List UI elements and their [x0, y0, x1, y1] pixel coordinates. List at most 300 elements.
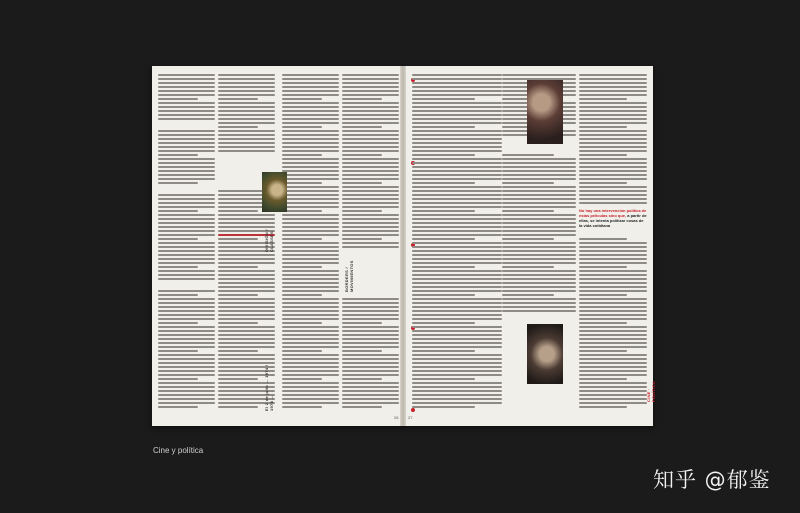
text-line [502, 282, 576, 284]
text-line [282, 246, 339, 248]
text-line [579, 270, 647, 272]
text-line [158, 106, 215, 108]
text-line [218, 118, 275, 120]
text-line [282, 234, 339, 236]
text-line [579, 78, 647, 80]
text-line [342, 230, 399, 232]
text-line [342, 202, 399, 204]
text-line [158, 358, 215, 360]
text-line [579, 358, 647, 360]
text-line [158, 162, 215, 164]
text-line [218, 130, 275, 132]
text-line [282, 326, 339, 328]
text-line [218, 258, 275, 260]
text-line [342, 146, 399, 148]
text-line [218, 350, 258, 352]
text-line [342, 118, 399, 120]
text-line [342, 330, 399, 332]
text-line [412, 310, 502, 312]
text-line [158, 398, 215, 400]
text-line [502, 74, 576, 76]
text-line [412, 198, 502, 200]
text-line [158, 390, 215, 392]
text-line [282, 206, 339, 208]
text-line [342, 302, 399, 304]
page-number-right: 27 [408, 415, 413, 420]
text-line [282, 238, 322, 240]
text-line [412, 338, 502, 340]
text-line [158, 246, 215, 248]
text-line [342, 142, 399, 144]
text-line [218, 298, 275, 300]
text-line [412, 214, 502, 216]
text-line [282, 390, 339, 392]
text-line [579, 178, 647, 180]
text-line [282, 214, 339, 216]
text-line [282, 402, 339, 404]
text-line [218, 102, 275, 104]
text-line [282, 282, 339, 284]
text-line [502, 398, 576, 400]
text-line [412, 254, 502, 256]
text-line [412, 74, 502, 76]
text-line [158, 346, 215, 348]
text-line [502, 254, 576, 256]
text-line [282, 230, 339, 232]
text-line [579, 190, 647, 192]
text-line [342, 150, 399, 152]
text-line [158, 94, 215, 96]
text-line [342, 130, 399, 132]
text-line [282, 254, 339, 256]
text-line [158, 230, 215, 232]
text-line [342, 218, 399, 220]
text-line [502, 206, 576, 208]
text-line [579, 114, 647, 116]
text-line [158, 118, 215, 120]
text-line [282, 370, 339, 372]
text-line [502, 262, 576, 264]
text-line [158, 194, 215, 196]
text-line [579, 102, 647, 104]
text-line [218, 342, 275, 344]
text-line [412, 302, 502, 304]
text-line [342, 310, 399, 312]
text-line [412, 206, 502, 208]
text-line [282, 194, 339, 196]
text-line [158, 86, 215, 88]
text-line [218, 358, 275, 360]
text-line [218, 90, 275, 92]
text-line [412, 230, 502, 232]
text-line [282, 122, 339, 124]
text-line [218, 334, 275, 336]
text-line [158, 382, 215, 384]
text-line [412, 150, 502, 152]
book-spread [152, 66, 656, 426]
text-line [502, 194, 576, 196]
text-line [412, 222, 502, 224]
text-line [282, 178, 339, 180]
text-line [158, 266, 198, 268]
text-line [412, 294, 475, 296]
text-line [342, 318, 399, 320]
text-line [412, 402, 502, 404]
text-line [282, 350, 322, 352]
text-line [158, 154, 198, 156]
text-line [218, 278, 275, 280]
text-line [502, 390, 576, 392]
text-line [579, 242, 647, 244]
text-line [412, 102, 502, 104]
text-line [158, 326, 215, 328]
text-line [282, 398, 339, 400]
text-line [282, 314, 339, 316]
text-line [218, 146, 275, 148]
text-line [342, 126, 382, 128]
text-line [158, 198, 215, 200]
text-line [502, 314, 576, 316]
text-line [579, 106, 647, 108]
text-line [342, 250, 399, 252]
text-line [158, 262, 215, 264]
text-line [579, 282, 647, 284]
text-line [579, 326, 647, 328]
text-line [502, 178, 576, 180]
text-line [502, 394, 576, 396]
text-line [579, 386, 647, 388]
text-line [158, 82, 215, 84]
text-line [282, 94, 339, 96]
text-line [579, 314, 647, 316]
text-line [412, 86, 502, 88]
text-line [282, 210, 322, 212]
text-line [502, 226, 576, 228]
left-page-column-1 [158, 74, 215, 410]
text-line [502, 166, 576, 168]
text-line [342, 334, 399, 336]
text-line [218, 210, 258, 212]
text-line [282, 262, 339, 264]
text-line [502, 182, 554, 184]
text-line [502, 218, 576, 220]
text-line [579, 154, 627, 156]
text-line [342, 198, 399, 200]
text-line [158, 378, 198, 380]
text-line [502, 290, 576, 292]
text-line [218, 78, 275, 80]
text-line [218, 354, 275, 356]
text-line [412, 138, 502, 140]
text-line [282, 266, 322, 268]
text-line [502, 302, 576, 304]
text-line [412, 106, 502, 108]
text-line [218, 274, 275, 276]
text-line [502, 174, 576, 176]
text-line [342, 402, 399, 404]
text-line [218, 126, 258, 128]
text-line [158, 222, 215, 224]
text-line [158, 306, 215, 308]
text-line [412, 318, 502, 320]
text-line [342, 90, 399, 92]
text-line [579, 334, 647, 336]
text-line [282, 166, 339, 168]
text-line [412, 110, 502, 112]
text-line [158, 234, 215, 236]
watermark: 知乎 @郁鉴 [653, 468, 771, 492]
text-line [342, 370, 399, 372]
text-line [218, 98, 258, 100]
text-line [342, 362, 399, 364]
text-line [579, 286, 647, 288]
text-line [342, 314, 399, 316]
text-line [158, 354, 215, 356]
text-line [218, 114, 275, 116]
left-page-column-4 [342, 74, 399, 410]
pull-quote [579, 208, 647, 228]
text-line [282, 242, 339, 244]
text-line [342, 326, 399, 328]
text-line [579, 258, 647, 260]
text-line [412, 242, 502, 244]
film-still-photo-top [527, 80, 563, 144]
text-line [342, 214, 399, 216]
text-line [412, 342, 502, 344]
text-line [412, 194, 502, 196]
text-line [342, 78, 399, 80]
text-line [412, 174, 502, 176]
text-line [579, 298, 647, 300]
text-line [412, 82, 502, 84]
text-line [158, 362, 215, 364]
film-still-photo-bottom [527, 324, 563, 384]
text-line [502, 154, 554, 156]
text-line [412, 290, 502, 292]
text-line [579, 322, 627, 324]
text-line [342, 242, 399, 244]
text-line [282, 322, 322, 324]
text-line [282, 162, 339, 164]
text-line [579, 294, 627, 296]
text-line [282, 126, 322, 128]
text-line [502, 298, 576, 300]
text-line [579, 354, 647, 356]
pull-quote-black: a partir de ellas, se intenta politizar cosas de la vida cotidiana [579, 213, 647, 228]
text-line [579, 406, 627, 408]
text-line [579, 306, 647, 308]
text-line [158, 74, 215, 76]
text-line [342, 122, 399, 124]
text-line [342, 386, 399, 388]
text-line [158, 146, 215, 148]
text-line [282, 146, 339, 148]
text-line [158, 406, 198, 408]
text-line [579, 82, 647, 84]
text-line [158, 126, 198, 128]
text-line [502, 150, 576, 152]
text-line [282, 306, 339, 308]
text-line [158, 254, 215, 256]
text-line [342, 186, 399, 188]
text-line [579, 398, 647, 400]
text-line [218, 154, 258, 156]
text-line [412, 258, 502, 260]
text-line [282, 294, 322, 296]
text-line [218, 306, 275, 308]
text-line [412, 374, 502, 376]
text-line [412, 170, 502, 172]
text-line [579, 366, 647, 368]
text-line [412, 178, 502, 180]
text-line [502, 270, 576, 272]
text-line [158, 122, 215, 124]
text-line [158, 314, 215, 316]
text-line [412, 94, 502, 96]
text-line [502, 274, 576, 276]
text-line [579, 318, 647, 320]
text-line [158, 242, 215, 244]
text-line [218, 162, 275, 164]
text-line [342, 390, 399, 392]
text-line [218, 262, 275, 264]
text-line [579, 278, 647, 280]
text-line [502, 246, 576, 248]
text-line [342, 294, 382, 296]
text-line [412, 366, 502, 368]
text-line [412, 306, 502, 308]
text-line [579, 290, 647, 292]
text-line [158, 102, 215, 104]
text-line [412, 322, 475, 324]
text-line [579, 142, 647, 144]
text-line [158, 286, 215, 288]
text-line [342, 346, 399, 348]
text-line [282, 378, 322, 380]
text-line [412, 126, 475, 128]
text-line [342, 74, 399, 76]
text-line [579, 254, 647, 256]
image-caption: Cine y política [153, 446, 204, 455]
text-line [412, 166, 502, 168]
text-line [412, 334, 502, 336]
film-still-photo [262, 172, 287, 212]
text-line [579, 202, 647, 204]
text-line [342, 298, 399, 300]
text-line [282, 270, 339, 272]
text-line [502, 266, 554, 268]
text-line [342, 206, 399, 208]
text-line [502, 158, 576, 160]
text-line [218, 314, 275, 316]
text-line [342, 406, 382, 408]
text-line [502, 402, 576, 404]
text-line [342, 194, 399, 196]
text-line [412, 118, 502, 120]
text-line [342, 342, 399, 344]
text-line [282, 302, 339, 304]
text-line [342, 182, 382, 184]
text-line [579, 362, 647, 364]
text-line [579, 146, 647, 148]
text-line [282, 394, 339, 396]
text-line [579, 162, 647, 164]
text-line [342, 234, 399, 236]
text-line [282, 278, 339, 280]
text-line [342, 190, 399, 192]
text-line [158, 310, 215, 312]
text-line [342, 350, 382, 352]
text-line [282, 78, 339, 80]
text-line [412, 78, 502, 80]
text-line [502, 230, 576, 232]
text-line [412, 282, 502, 284]
text-line [158, 174, 215, 176]
text-line [502, 190, 576, 192]
text-line [158, 330, 215, 332]
text-line [282, 258, 339, 260]
text-line [342, 226, 399, 228]
text-line [412, 142, 502, 144]
text-line [158, 130, 215, 132]
text-line [218, 322, 258, 324]
text-line [579, 378, 627, 380]
text-line [158, 158, 215, 160]
text-line [218, 150, 275, 152]
text-line [502, 146, 576, 148]
text-line [158, 178, 215, 180]
text-line [282, 150, 339, 152]
text-line [342, 238, 382, 240]
text-line [579, 90, 647, 92]
text-line [412, 406, 475, 408]
text-line [282, 174, 339, 176]
text-line [502, 250, 576, 252]
text-line [502, 406, 554, 408]
text-line [282, 118, 339, 120]
section-label-divisions: DIVISIÓN / CLASSES [264, 229, 274, 252]
text-line [218, 302, 275, 304]
text-line [158, 302, 215, 304]
text-line [579, 182, 627, 184]
text-line [502, 170, 576, 172]
text-line [342, 246, 399, 248]
text-line [412, 226, 502, 228]
text-line [579, 402, 647, 404]
text-line [218, 106, 275, 108]
text-line [218, 158, 275, 160]
text-line [579, 262, 647, 264]
text-line [579, 166, 647, 168]
text-line [158, 238, 198, 240]
text-line [412, 278, 502, 280]
text-line [579, 342, 647, 344]
text-line [282, 298, 339, 300]
text-line [342, 178, 399, 180]
text-line [579, 158, 647, 160]
text-line [218, 310, 275, 312]
text-line [412, 114, 502, 116]
text-line [158, 170, 215, 172]
text-line [218, 282, 275, 284]
text-line [412, 330, 502, 332]
text-line [282, 274, 339, 276]
text-line [282, 330, 339, 332]
text-line [218, 254, 275, 256]
text-line [412, 98, 475, 100]
text-line [579, 94, 647, 96]
text-line [342, 374, 399, 376]
